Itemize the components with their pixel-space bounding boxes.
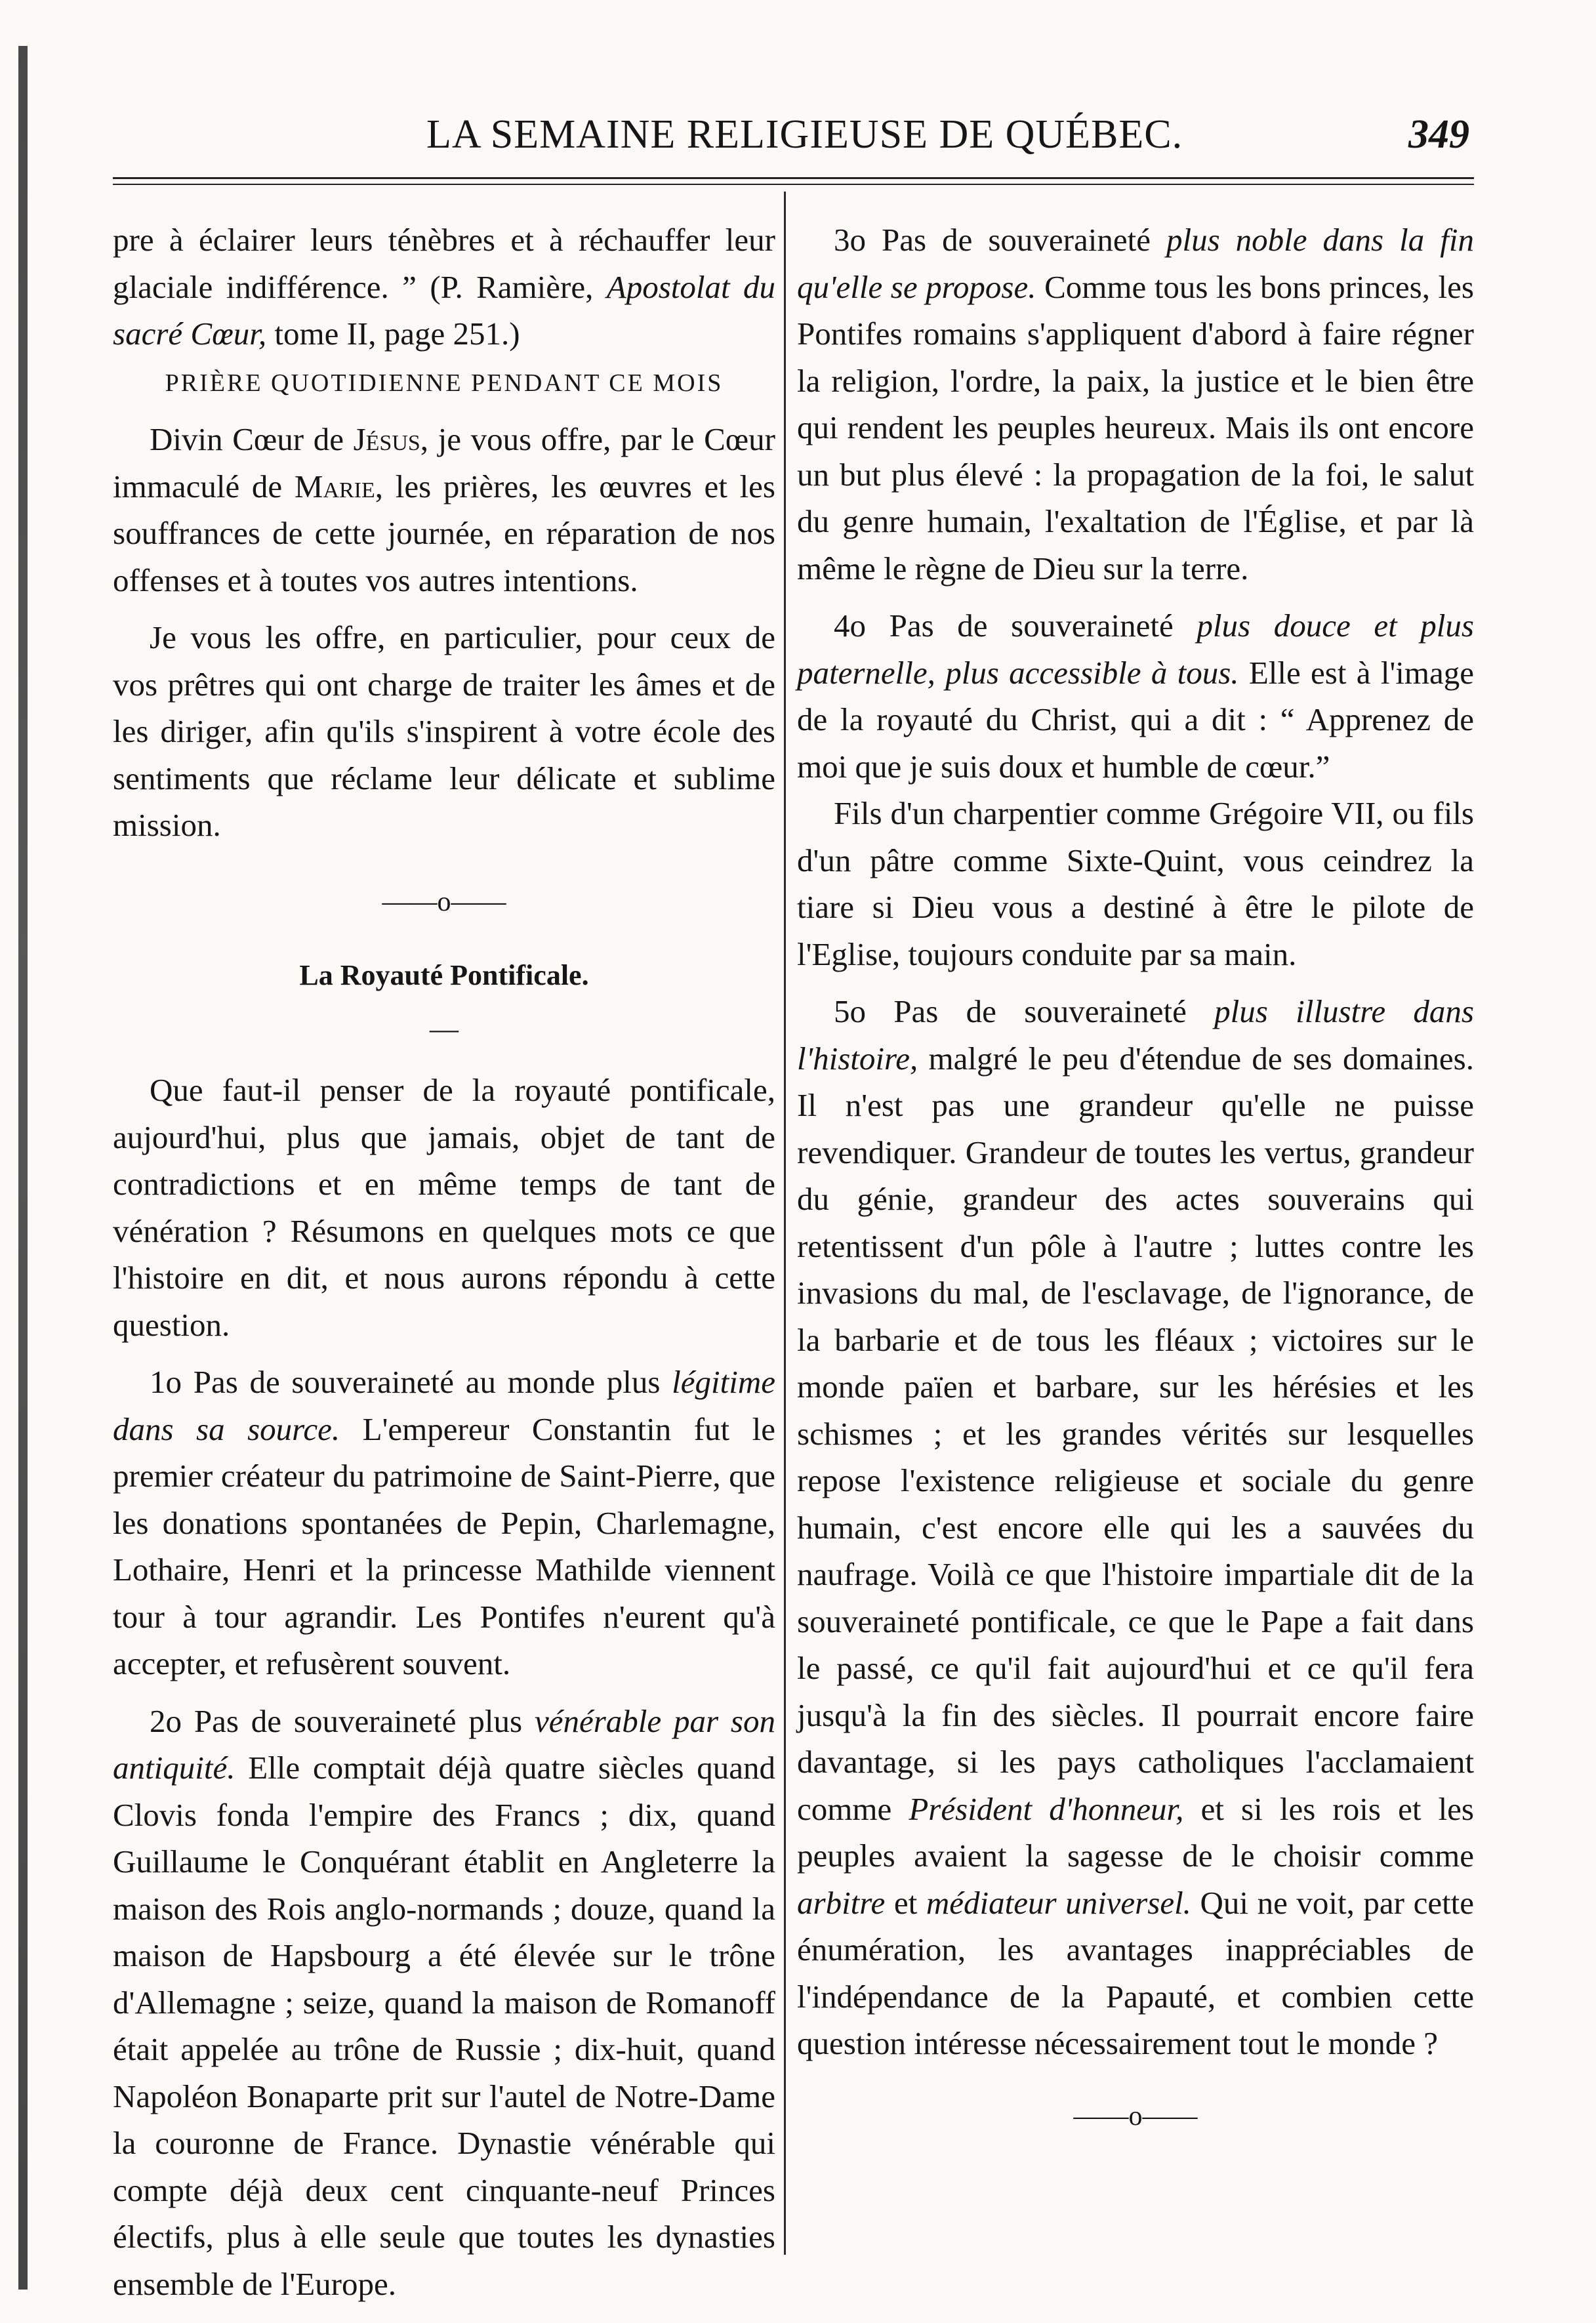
column-divider [784, 192, 786, 2255]
point-emphasis: médiateur universel. [926, 1884, 1191, 1921]
point-5 [797, 988, 1474, 2067]
point-4 [797, 602, 1474, 790]
header-rule-thin [113, 184, 1474, 185]
header-rule [113, 177, 1474, 179]
page-number: 349 [1408, 112, 1469, 157]
right-column [797, 216, 1474, 2166]
point-1 [113, 1359, 775, 1687]
point-text: Elle est à l'image de la royauté du Christ, qui a dit : “ Apprenez de moi que je suis doux et humble de cœur.” [797, 654, 1474, 785]
end-ornament: ——o—— [1073, 2101, 1198, 2131]
point-text: 5o Pas de souveraineté [834, 993, 1187, 1029]
citation-page: tome II, page 251.) [274, 316, 520, 352]
point-text: L'empereur Constantin fut le premier créateur du patrimoine de Saint-Pierre, que les donations spontanées de Pepin, Charlemagne, Lothaire, Henri et la princesse Mathilde viennent tour à tour agrandir. Les Pontifes n'eurent qu'à accepter, et refusèrent souvent. [113, 1410, 775, 1681]
page-edge-shadow [18, 46, 28, 2290]
point-4-continued: Fils d'un charpentier comme Grégoire VII, ou fils d'un pâtre comme Sixte-Quint, vous ceindrez la tiare si Dieu vous a destiné à être le pilote de l'Eglise, toujours conduite par sa main. [797, 795, 1474, 972]
point-text: 4o Pas de souveraineté [834, 607, 1174, 644]
citation-work: Apostolat du sacré Cœur, [113, 268, 776, 352]
prayer-text: , les prières, les œuvres et les souffrances de cette journée, en réparation de nos offenses et à toutes vos autres intentions. [113, 468, 776, 598]
point-3 [797, 216, 1474, 592]
point-text: 1o Pas de souveraineté au monde plus [150, 1364, 661, 1400]
point-text: et [893, 1884, 918, 1921]
prayer-text: , je vous offre, par le Cœur immaculé de [113, 421, 776, 504]
name-marie: Marie [294, 468, 375, 504]
paragraph-continuation [113, 216, 775, 358]
name-jesus: Jésus [353, 421, 420, 457]
point-emphasis: vénérable par son antiquité. [113, 1702, 775, 1786]
article-intro: Que faut-il penser de la royauté pontificale, aujourd'hui, plus que jamais, objet de tant de contradictions et en même temps de tant de vénération ? Résumons en quelques mots ce que l'histoire en dit, et nous aurons répondu à cette question. [113, 1072, 775, 1343]
point-text: Qui ne voit, par cette énumération, les avantages inappréciables de l'indépendance de la Papauté, et combien cette question intéresse nécessairement tout le monde ? [797, 1884, 1475, 2061]
point-emphasis: plus douce et plus paternelle, plus accessible à tous. [797, 607, 1474, 691]
left-column [113, 216, 775, 2307]
section-ornament: ——o—— [382, 886, 506, 917]
prayer-text: Divin Cœur de [150, 421, 344, 457]
point-text: et si les rois et les peuples avaient la sagesse de le choisir comme [797, 1790, 1474, 1874]
prayer-paragraph-1 [113, 416, 775, 604]
running-header [112, 112, 1469, 171]
point-2 [113, 1698, 775, 2308]
point-text: malgré le peu d'étendue de ses domaines. Il n'est pas une grandeur qu'elle ne puisse revendiquer. Grandeur de toutes les vertus, grandeur du génie, grandeur des actes souverains qui retentissent d'un pôle à l'autre ; luttes contre les invasions du mal, de l'esclavage, de l'ignorance, de la barbarie et de tous les fléaux ; victoires sur le monde païen et barbare, sur les hérésies et les schismes ; et les grandes vérités sur lesquelles repose l'existence religieuse et sociale du genre humain, c'est encore elle qui les a sauvées du naufrage. Voilà ce que l'histoire impartiale dit de la souveraineté pontificale, ce que le Pape a fait dans le passé, ce qu'il fait aujourd'hui et ce qu'il fera jusqu'à la fin des siècles. Il pourrait encore faire davantage, si les pays catholiques l'acclamaient comme [797, 1040, 1474, 1827]
point-text: 3o Pas de souveraineté [834, 222, 1151, 258]
point-text: Elle comptait déjà quatre siècles quand Clovis fonda l'empire des Francs ; dix, quand Guillaume le Conquérant établit en Angleterre la maison des Rois anglo-normands ; douze, quand la maison de Hapsbourg a été élevée sur le trône d'Allemagne ; seize, quand la maison de Romanoff était appelée au trône de Russie ; dix-huit, quand Napoléon Bonaparte prit sur l'autel de Notre-Dame la couronne de France. Dynastie vénérable qui compte déjà deux cent cinquante-neuf Princes électifs, plus à elle seule que toutes les dynasties ensemble de l'Europe. [113, 1750, 775, 2302]
point-emphasis: plus noble dans la fin qu'elle se propose. [797, 222, 1474, 305]
point-emphasis: légitime dans sa source. [113, 1364, 776, 1447]
point-text: 2o Pas de souveraineté plus [150, 1702, 523, 1739]
point-text: Comme tous les bons princes, les Pontifes romains s'appliquent d'abord à faire régner la religion, l'ordre, la paix, la justice et le bien être qui rendent les peuples heureux. Mais ils ont encore un but plus élevé : la propagation de la foi, le salut du genre humain, l'exaltation de l'Église, et par là même le règne de Dieu sur la terre. [797, 268, 1474, 586]
point-emphasis: arbitre [797, 1884, 886, 1921]
article-title: La Royauté Pontificale. [299, 959, 589, 991]
point-emphasis: Président d'honneur, [909, 1790, 1184, 1827]
prayer-heading: PRIÈRE QUOTIDIENNE PENDANT CE MOIS [165, 369, 724, 397]
title-dash: — [430, 1012, 459, 1045]
point-emphasis: plus illustre dans l'histoire, [797, 993, 1474, 1077]
quote-text: pre à éclairer leurs ténèbres et à réchauffer leur glaciale indifférence. ” (P. Ramière, [113, 222, 775, 305]
prayer-paragraph-2: Je vous les offre, en particulier, pour ceux de vos prêtres qui ont charge de traiter les âmes et de les diriger, afin qu'ils s'inspirent à votre école des sentiments que réclame leur délicate et sublime mission. [113, 619, 775, 843]
journal-title: LA SEMAINE RELIGIEUSE DE QUÉBEC. [426, 112, 1183, 157]
